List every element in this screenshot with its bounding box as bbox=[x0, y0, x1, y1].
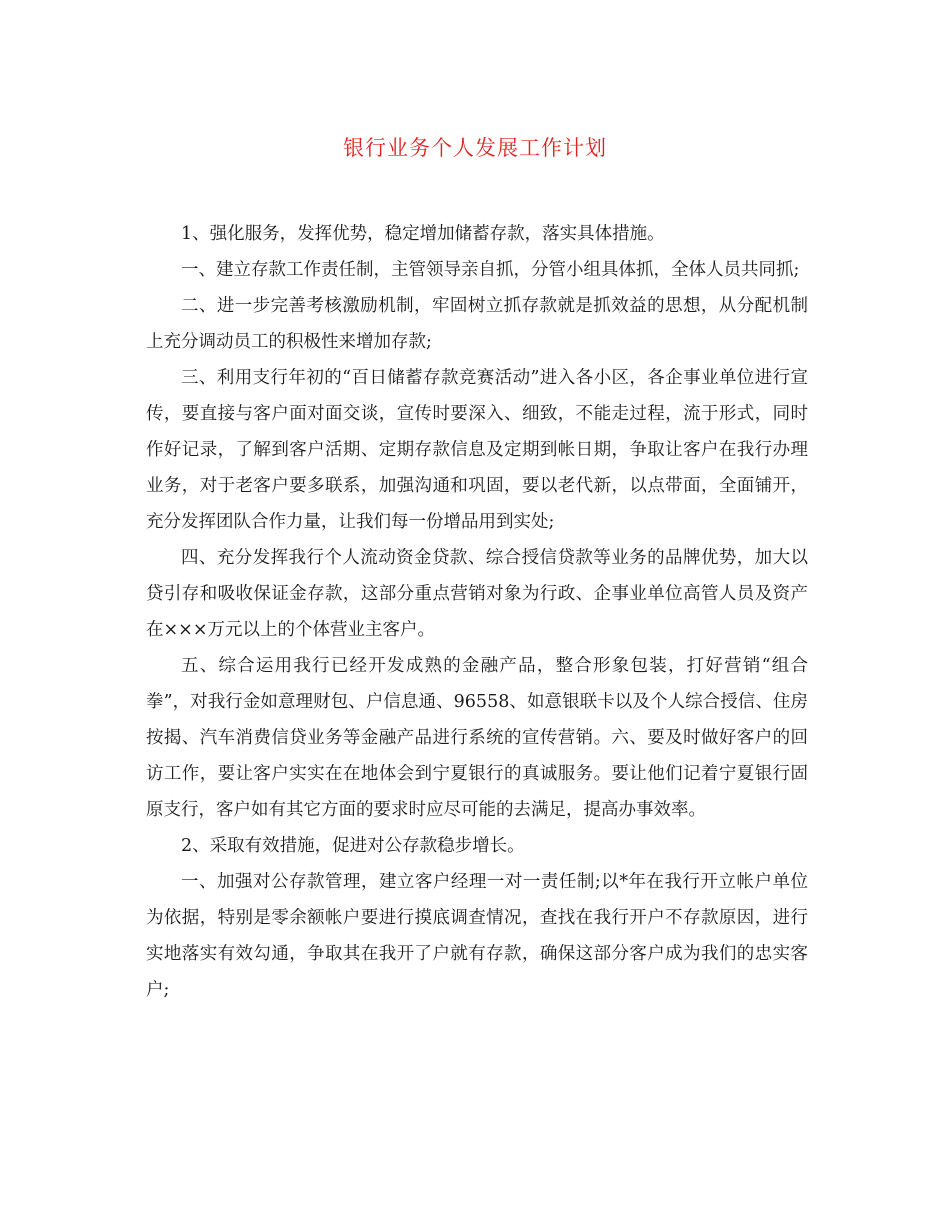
paragraph-4: 三、利用支行年初的“百日储蓄存款竞赛活动”进入各小区，各企事业单位进行宣传，要直接与客户面对面交谈，宣传时要深入、细致，不能走过程，流于形式，同时作好记录，了解到客户活期、定期存款信息及定期到帐日期，争取让客户在我行办理业务，对于老客户要多联系，加强沟通和巩固，要以老代新，以点带面，全面铺开，充分发挥团队合作力量，让我们每一份增品用到实处; bbox=[146, 368, 808, 532]
paragraph-2: 一、建立存款工作责任制，主管领导亲自抓，分管小组具体抓，全体人员共同抓; bbox=[181, 260, 800, 280]
paragraph-5: 四、充分发挥我行个人流动资金贷款、综合授信贷款等业务的品牌优势，加大以贷引存和吸收保证金存款，这部分重点营销对象为行政、企事业单位高管人员及资产在×××万元以上的个体营业主客户。 bbox=[146, 548, 808, 640]
paragraph-6: 五、综合运用我行已经开发成熟的金融产品，整合形象包装，打好营销“组合拳”，对我行金如意理财包、户信息通、96558、如意银联卡以及个人综合授信、住房按揭、汽车消费信贷业务等金融产品进行系统的宣传营销。六、要及时做好客户的回访工作，要让客户实实在在地体会到宁夏银行的真诚服务。要让他们记着宁夏银行固原支行，客户如有其它方面的要求时应尽可能的去满足，提高办事效率。 bbox=[146, 656, 808, 820]
document-body bbox=[146, 216, 808, 1008]
paragraph-3: 二、进一步完善考核激励机制，牢固树立抓存款就是抓效益的思想，从分配机制上充分调动员工的积极性来增加存款; bbox=[146, 296, 808, 352]
document-title: 银行业务个人发展工作计划 bbox=[343, 136, 607, 160]
paragraph-1: 1、强化服务，发挥优势，稳定增加储蓄存款，落实具体措施。 bbox=[181, 224, 665, 244]
paragraph-7: 2、采取有效措施，促进对公存款稳步增长。 bbox=[181, 836, 525, 856]
paragraph-8: 一、加强对公存款管理，建立客户经理一对一责任制;以*年在我行开立帐户单位为依据，特别是零余额帐户要进行摸底调查情况，查找在我行开户不存款原因，进行实地落实有效勾通，争取其在我开了户就有存款，确保这部分客户成为我们的忠实客户; bbox=[146, 872, 808, 1000]
